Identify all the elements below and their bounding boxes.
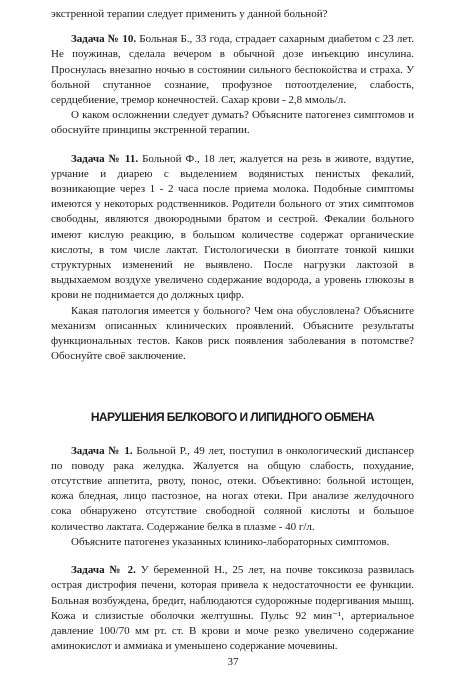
task-2-text: У беременной Н., 25 лет, на почве токсикоза развилась острая дистрофия печени, которая привела к недостаточности ее функции. Больная возбуждена, бредит, наблюдаются судорожные подергивания мышц. Кожа и слизистые оболочки желтушны. Пульс 92 мин⁻¹, артериальное давление 100/70 мм рт. ст. В крови и моче резко увеличено содержание аминокислот и аммиака и уменьшено содержание мочевины. [51, 564, 414, 653]
section-heading: НАРУШЕНИЯ БЕЛКОВОГО И ЛИПИДНОГО ОБМЕНА [90, 410, 375, 425]
task-1-question: Объясните патогенез указанных клинико-лабораторных симптомов. [71, 535, 390, 548]
task-11 [51, 152, 414, 304]
task-1-text: Больной Р., 49 лет, поступил в онкологический диспансер по поводу рака желудка. Жалуется на общую слабость, похудание, отсутствие аппетита, рвоту, понос, отеки. Объективно: больной истощен, кожа бледная, лицо пастозное, на ногах отеки. При анализе желудочного сока обнаружено отсутствие свободной соляной кислоты и большое количество лактата. Содержание белка в плазме - 40 г/л. [51, 444, 415, 533]
task-11-text: Больной Ф., 18 лет, жалуется на резь в животе, вздутие, урчание и диарею с выделением водянистых пенистых фекалий, возникающие через 1 - 2 часа после приема молока. Подобные симптомы имеются у некоторых родственников. Родители больного от этих симптомов свободны, являются двоюродными братом и сестрой. Фекалии больного имеют кислую реакцию, в большом количестве содержат органические кислоты, в том числе лактат. Гистологически в биоптате тонкой кишки структурных изменений не выявлено. После нагрузки лактозой в выдыхаемом воздухе увеличено содержание водорода, а уровень глюкозы в крови не поднимается до должных цифр. [51, 152, 414, 302]
task-1 [51, 444, 414, 535]
task-10-text: Больная Б., 33 года, страдает сахарным диабетом с 23 лет. Не поужинав, сделала вечером в обычной дозе инъекцию инсулина. Проснулась внезапно ночью в состоянии сильного беспокойства и страха. У больной спутанное сознание, профузное потоотделение, слабость, сердцебиение, тремор конечностей. Сахар крови - 2,8 ммоль/л. [51, 33, 415, 107]
task-10-question: О каком осложнении следует думать? Объясните патогенез симптомов и обоснуйте принципы экстренной терапии. [51, 109, 414, 137]
page-number: 37 [227, 656, 239, 668]
spacer [51, 550, 414, 563]
task-10-label: Задача № 10. [71, 33, 137, 46]
spacer [51, 139, 414, 152]
top-line: экстренной терапии следует применить у данной больной? [51, 8, 328, 20]
task-1-label: Задача № 1. [71, 444, 133, 457]
task-11-label: Задача № 11. [71, 152, 139, 165]
document-page [51, 7, 414, 654]
task-2 [51, 563, 414, 654]
task-11-question: Какая патология имеется у больного? Чем она обусловлена? Объясните механизм описанных клинических проявлений. Объясните результаты функциональных тестов. Каков риск появления заболевания в потомстве? Обоснуйте своё заключение. [51, 304, 414, 363]
task-2-label: Задача № 2. [71, 564, 136, 577]
task-10 [51, 32, 414, 108]
